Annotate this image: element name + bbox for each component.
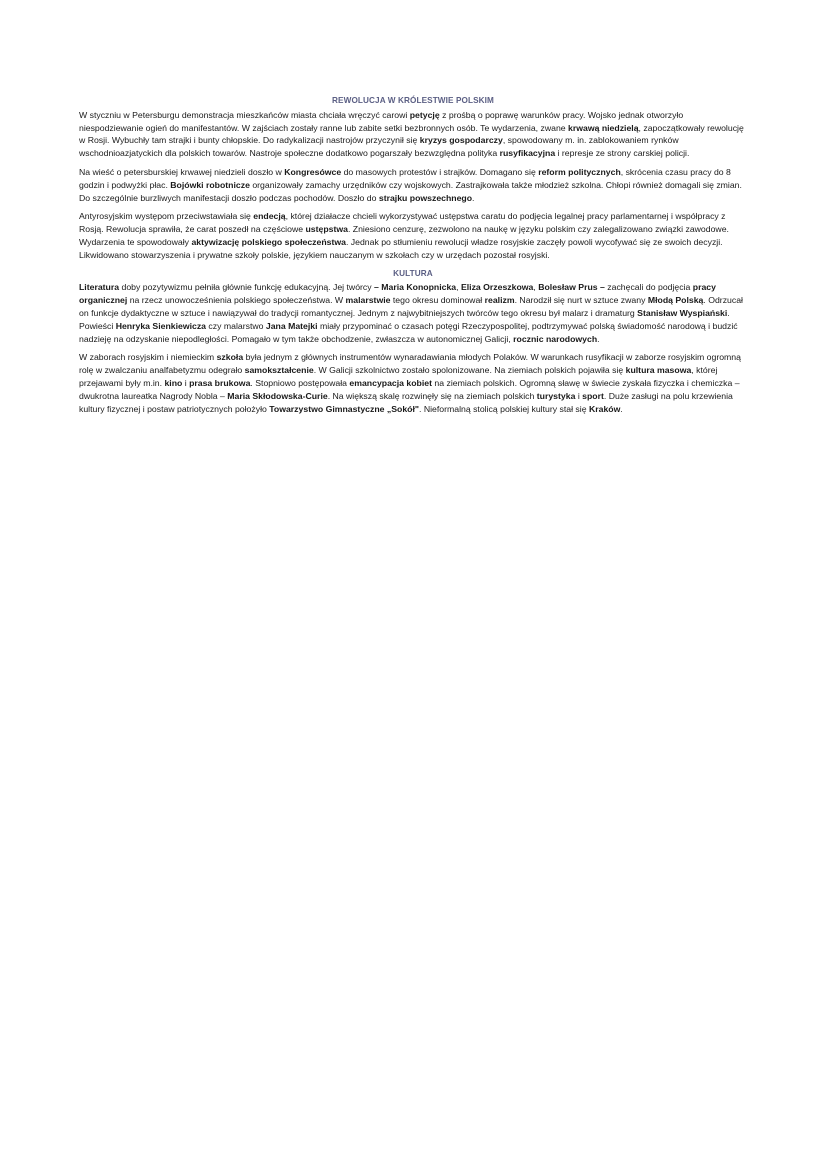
- text-run: .: [597, 333, 600, 344]
- text-run: . Odrzucał on funkcje dydaktyczne w sztuce i nawiązywał do tradycji romantycznej. Jednym z najwybitniejszych twórców tego okresu był malarz i dramaturg: [79, 295, 743, 318]
- section-title: REWOLUCJA W KRÓLESTWIE POLSKIM: [332, 96, 494, 105]
- bold-term: rusyfikacyjna: [499, 148, 556, 159]
- text-run: . Powieści: [79, 307, 730, 331]
- bold-term: Towarzystwo Gimnastyczne „Sokół": [269, 403, 419, 414]
- text-run: . Stopniowo postępowała: [250, 377, 350, 388]
- text-run: . Zniesiono cenzurę, zezwolono na naukę w języku polskim czy zalegalizowano związki zawodowe. Wydarzenia te spowodowały: [79, 224, 729, 247]
- text-run: na rzecz unowocześnienia polskiego społeczeństwa. W: [127, 295, 346, 306]
- text-run: i: [575, 390, 583, 401]
- section-revolution: [79, 95, 747, 262]
- paragraph: [79, 166, 747, 204]
- text-run: . Nieformalną stolicą polskiej kultury stał się: [419, 403, 589, 414]
- bold-term: reform politycznych: [538, 166, 621, 177]
- text-run: organizowały zamachy urzędników czy wojskowych. Zastrajkowała także młodzież szkolna. Chłopi również domagali się zmian. Do szczególnie burzliwych manifestacji doszło podczas pochodów. Doszło do: [79, 179, 742, 203]
- bold-term: samokształcenie: [244, 365, 314, 376]
- bold-term: petycję: [409, 109, 440, 120]
- bold-term: pracy organicznej: [79, 282, 716, 306]
- text-run: ,: [533, 282, 539, 293]
- section-culture: [79, 268, 747, 416]
- bold-term: kino: [164, 377, 183, 388]
- paragraph: [79, 109, 747, 160]
- text-run: , skrócenia czasu pracy do 8 godzin i podwyżki płac.: [79, 166, 731, 190]
- text-run: .: [620, 403, 623, 414]
- bold-term: emancypacja kobiet: [349, 377, 432, 388]
- bold-term: Eliza Orzeszkowa: [460, 282, 534, 293]
- bold-term: Kongresówce: [284, 166, 342, 177]
- bold-term: strajku powszechnego: [378, 192, 473, 203]
- bold-term: ustępstwa: [305, 224, 348, 235]
- text-run: , zapoczątkowały rewolucję w Rosji. Wybuchły tam strajki i bunty chłopskie. Do radykalizacji nastrojów przyczynił się: [79, 122, 744, 146]
- bold-term: Jana Matejki: [265, 320, 318, 331]
- text-run: Antyrosyjskim występom przeciwstawiała się: [79, 211, 254, 222]
- bold-term: Kraków: [588, 403, 621, 414]
- text-run: , spowodowany m. in. zablokowaniem rynków wschodnioazjatyckich dla polskich towarów. Nastroje społeczne dodatkowo pogarszały bezwzględna polityka: [79, 135, 679, 159]
- text-run: doby pozytywizmu pełniła głównie funkcję edukacyjną. Jej twórcy: [119, 282, 375, 293]
- bold-term: endecją: [253, 211, 286, 222]
- section-title: KULTURA: [393, 268, 433, 278]
- text-run: z prośbą o poprawę warunków pracy. Wojsko jednak otworzyło niespodziewanie ogień do manifestantów. W zajściach zostały ranne lub zabite setki bezbronnych osób. Te wydarzenia, zwane: [79, 109, 684, 133]
- text-run: do masowych protestów i strajków. Domagano się: [341, 166, 539, 177]
- bold-term: aktywizację polskiego społeczeństwa: [191, 236, 346, 247]
- text-run: W styczniu w Petersburgu demonstracja mieszkańców miasta chciała wręczyć carowi: [79, 109, 410, 120]
- text-run: na ziemiach polskich. Ogromną sławę w świecie zyskała fizyczka i chemiczka – dwukrotna laureatka Nagrody Nobla –: [79, 377, 740, 401]
- bold-term: Bolesław Prus –: [538, 282, 605, 293]
- document-page: [79, 95, 747, 421]
- bold-term: realizm: [484, 295, 515, 306]
- text-run: czy malarstwo: [206, 320, 266, 331]
- bold-term: Stanisław Wyspiański: [637, 307, 728, 318]
- text-run: .: [472, 192, 475, 203]
- text-run: i: [182, 377, 190, 388]
- bold-term: – Maria Konopnicka: [374, 282, 457, 293]
- text-run: W zaborach rosyjskim i niemieckim: [79, 352, 217, 363]
- bold-term: Maria Skłodowska-Curie: [227, 390, 328, 401]
- text-run: Na wieść o petersburskiej krwawej niedzieli doszło w: [79, 166, 285, 177]
- text-run: miały przypominać o czasach potęgi Rzeczypospolitej, podtrzymywać polską świadomość narodową i budzić nadzieję na odzyskanie niepodległości. Pomagało w tym także obchodzenie, zwłaszcza w autonomicznej Galicji,: [79, 320, 738, 344]
- bold-term: szkoła: [216, 352, 244, 363]
- bold-term: rocznic narodowych: [513, 333, 598, 344]
- bold-term: Bojówki robotnicze: [170, 179, 250, 190]
- text-run: ,: [456, 282, 461, 293]
- bold-term: kryzys gospodarczy: [419, 135, 503, 146]
- paragraph: [79, 351, 747, 415]
- text-run: . W Galicji szkolnictwo zostało spolonizowane. Na ziemiach polskich pojawiła się: [313, 365, 626, 376]
- bold-term: Literatura: [79, 282, 120, 293]
- text-run: . Duże zasługi na polu krzewienia kultury fizycznej i postaw patriotycznych położyło: [79, 390, 733, 414]
- text-run: i represje ze strony carskiej policji.: [555, 148, 690, 159]
- paragraph: [79, 281, 747, 345]
- bold-term: turystyka: [536, 390, 576, 401]
- text-run: była jednym z głównych instrumentów wynaradawiania młodych Polaków. W warunkach rusyfikacji w zaborze rosyjskim ogromną rolę w zwalczaniu analfabetyzmu odegrało: [79, 352, 741, 376]
- bold-term: prasa brukowa: [189, 377, 251, 388]
- bold-term: kultura masowa: [625, 365, 692, 376]
- text-run: . Na większą skalę rozwinęły się na ziemiach polskich: [327, 390, 537, 401]
- bold-term: krwawą niedzielą: [568, 122, 639, 133]
- text-run: . Narodził się nurt w sztuce zwany: [514, 295, 648, 306]
- text-run: . Jednak po stłumieniu rewolucji władze rosyjskie zaczęły powoli wycofywać się ze swoich decyzji. Likwidowano stowarzyszenia i prywatne szkoły polskie, językiem nauczanym w szkołach czy w urzędach pozostał rosyjski.: [79, 236, 723, 260]
- text-run: , której działacze chcieli wykorzystywać ustępstwa caratu do podjęcia legalnej pracy parlamentarnej i współpracy z Rosją. Rewolucja sprawiła, że carat poszedł na częściowe: [79, 211, 726, 235]
- paragraph: [79, 210, 747, 261]
- bold-term: Henryka Sienkiewicza: [115, 320, 207, 331]
- text-run: , której przejawami były m.in.: [79, 365, 718, 388]
- text-run: tego okresu dominował: [390, 295, 485, 306]
- bold-term: malarstwie: [345, 295, 391, 306]
- bold-term: Młodą Polską: [647, 295, 704, 306]
- bold-term: sport: [582, 390, 604, 401]
- text-run: zachęcali do podjęcia: [604, 282, 693, 293]
